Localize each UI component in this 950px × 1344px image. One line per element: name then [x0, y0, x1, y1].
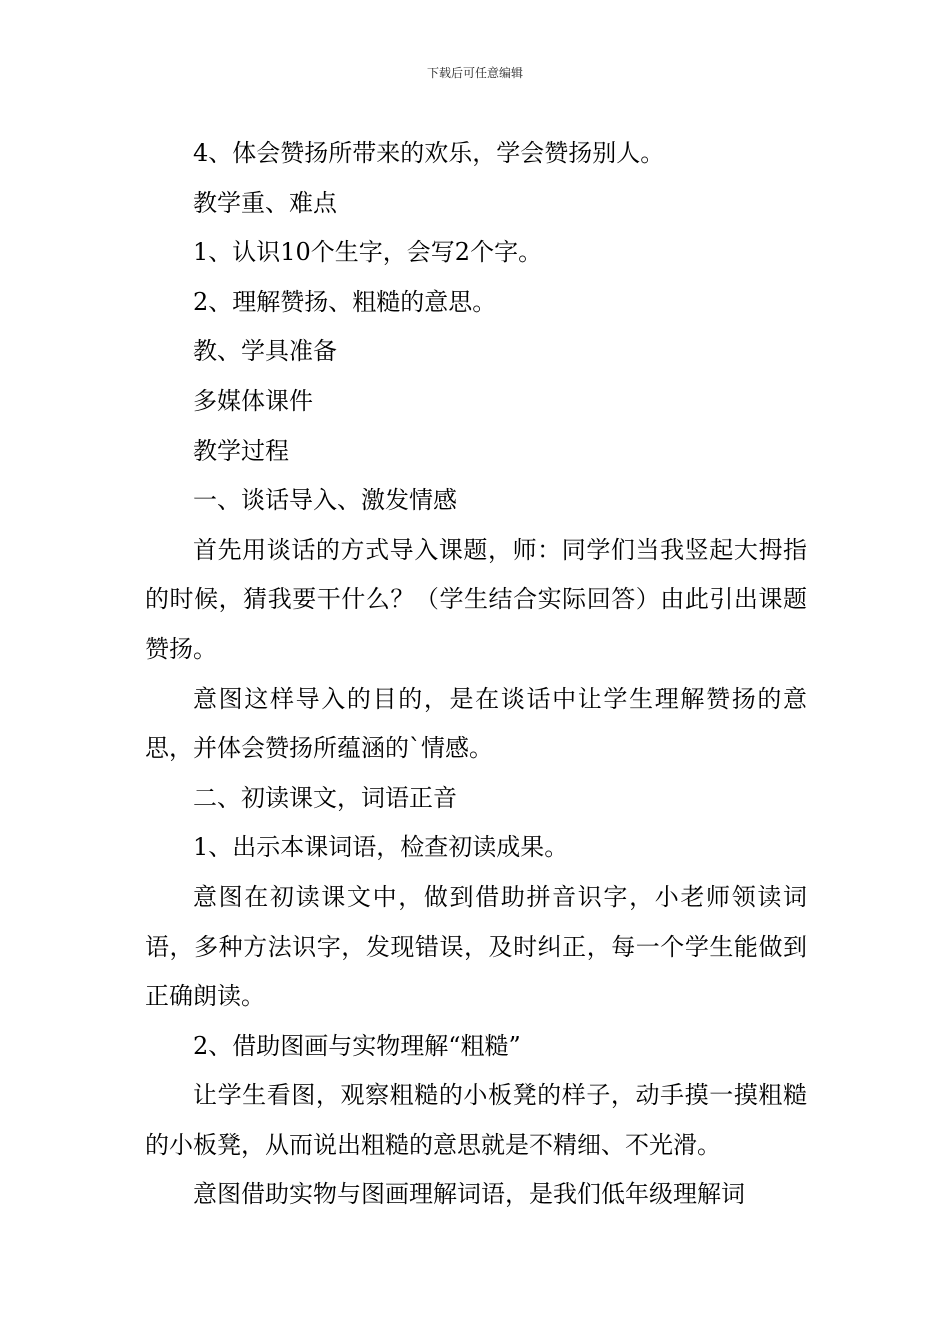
paragraph-key-point-1: 1、认识10个生字，会写2个字。 [193, 238, 543, 267]
paragraph-intro-intent: 意图这样导入的目的，是在谈话中让学生理解赞扬的意思，并体会赞扬所蕴涵的`情感。 [145, 684, 807, 763]
paragraph-step-1: 1、出示本课词语，检查初读成果。 [193, 833, 569, 862]
paragraph-materials: 多媒体课件 [193, 386, 313, 415]
paragraph-step-2: 2、借助图画与实物理解“粗糙” [193, 1031, 521, 1060]
paragraph-step-2-activity: 让学生看图，观察粗糙的小板凳的样子，动手摸一摸粗糙的小板凳，从而说出粗糙的意思就是不精细、不光滑。 [145, 1081, 807, 1159]
paragraph-step-2-intent: 意图借助实物与图画理解词语，是我们低年级理解词 [193, 1180, 745, 1209]
paragraph-objective-4: 4、体会赞扬所带来的欢乐，学会赞扬别人。 [193, 139, 665, 167]
paragraph-intro: 首先用谈话的方式导入课题，师：同学们当我竖起大拇指的时候，猜我要干什么？（学生结合实际回答）由此引出课题赞扬。 [145, 535, 807, 663]
heading-section-2: 二、初读课文，词语正音 [193, 783, 457, 812]
heading-section-1: 一、谈话导入、激发情感 [193, 486, 457, 515]
heading-process: 教学过程 [193, 436, 289, 465]
heading-materials: 教、学具准备 [193, 337, 337, 366]
heading-key-points: 教学重、难点 [193, 188, 337, 217]
paragraph-step-1-intent: 意图在初读课文中，做到借助拼音识字，小老师领读词语，多种方法识字，发现错误，及时纠正，每一个学生能做到正确朗读。 [145, 882, 807, 1011]
document-body [145, 129, 807, 1220]
page-header: 下载后可任意编辑 [426, 66, 523, 80]
paragraph-key-point-2: 2、理解赞扬、粗糙的意思。 [193, 287, 497, 316]
